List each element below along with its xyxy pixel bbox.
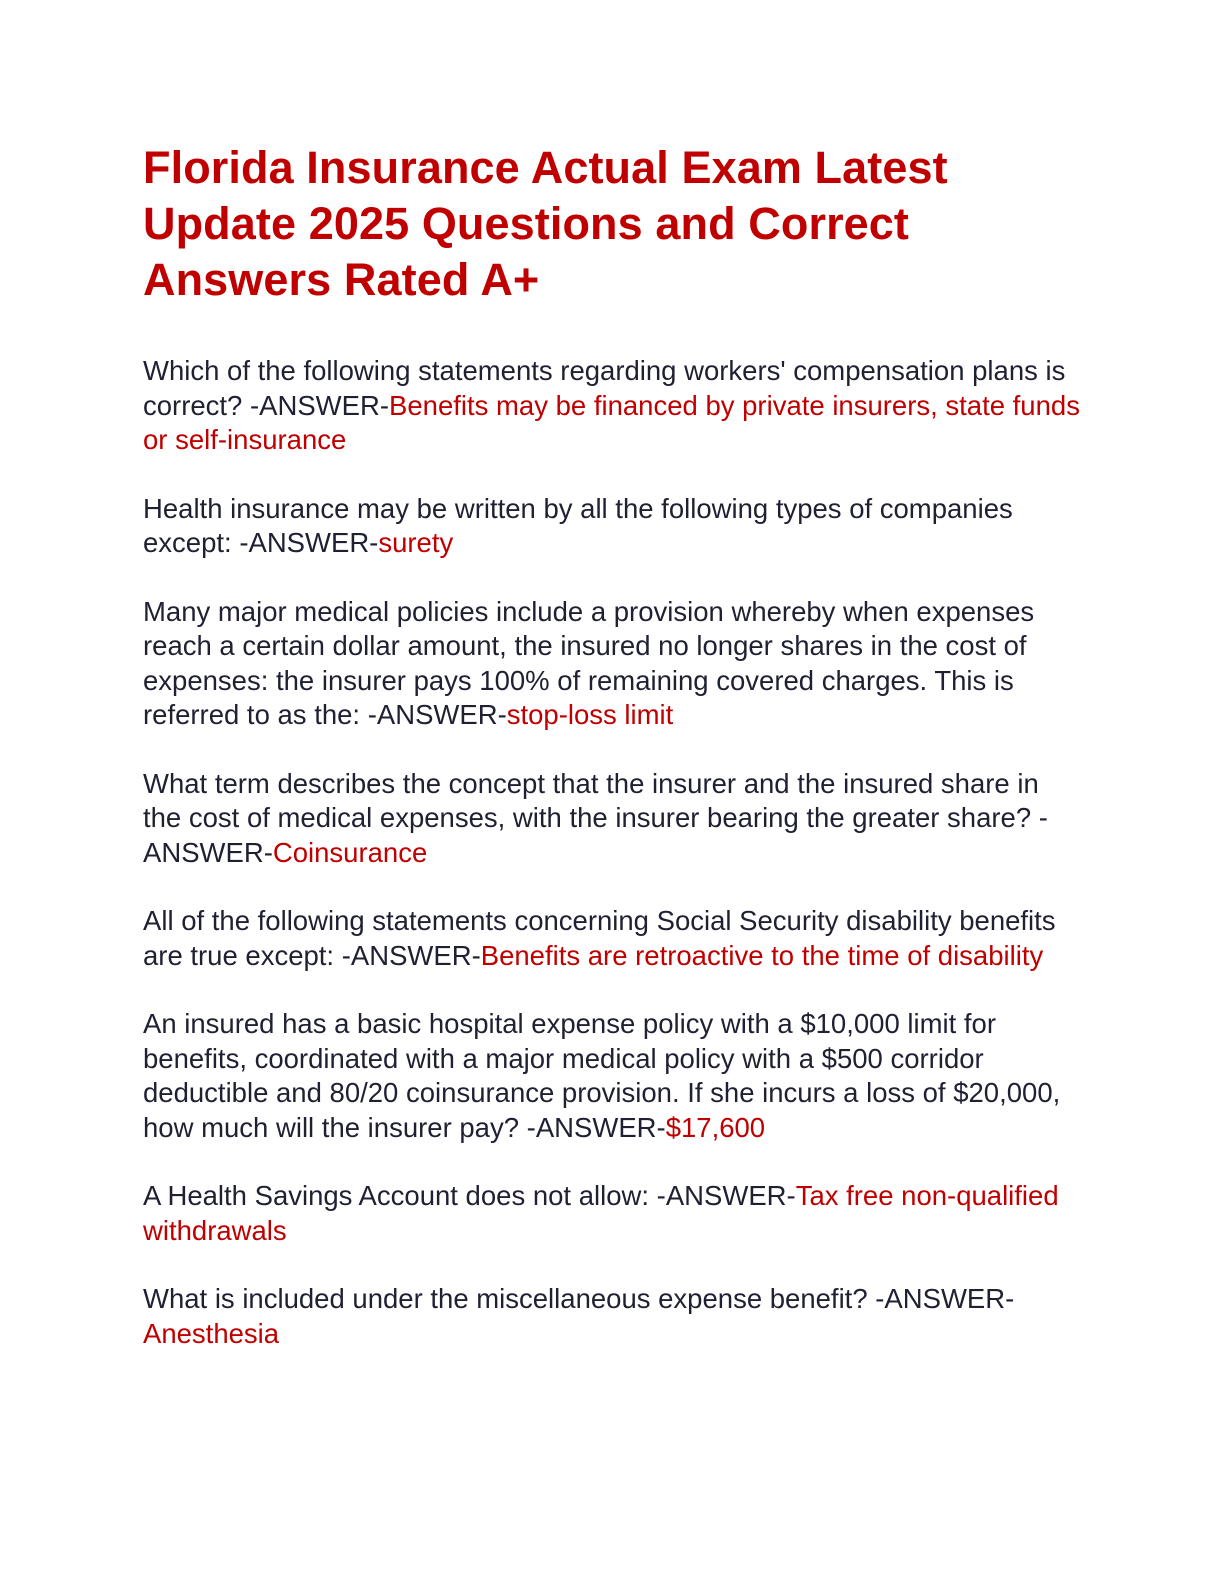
answer-marker: -ANSWER- — [239, 527, 379, 558]
qa-item-3 — [143, 595, 1083, 733]
answer-text: Benefits are retroactive to the time of disability — [480, 939, 1044, 971]
question-text: Health insurance may be written by all the following types of companies except: — [143, 492, 1013, 558]
answer-text: Anesthesia — [143, 1317, 280, 1349]
answer-text: Tax free non-qualified withdrawals — [143, 1180, 1059, 1246]
answer-marker: -ANSWER- — [249, 389, 390, 421]
document-title: Florida Insurance Actual Exam Latest Update 2025 Questions and Correct Answers Rated A+ — [143, 142, 948, 305]
qa-item-6 — [143, 1007, 1083, 1145]
qa-item-8 — [143, 1282, 1083, 1351]
question-text: Which of the following statements regarding workers' compensation plans is correct? — [143, 355, 1066, 421]
question-text: What term describes the concept that the insurer and the insured share in the cost of medical expenses, with the insurer bearing the greater share? — [143, 767, 1039, 833]
qa-item-1 — [143, 354, 1083, 458]
answer-text: surety — [378, 527, 454, 558]
answer-text: stop-loss limit — [506, 699, 674, 730]
question-text: What is included under the miscellaneous expense benefit? — [143, 1283, 868, 1314]
answer-marker: -ANSWER- — [656, 1180, 796, 1211]
answer-marker: -ANSWER- — [143, 802, 1048, 868]
answer-marker: -ANSWER- — [341, 939, 481, 971]
question-text: Many major medical policies include a provision whereby when expenses reach a certain dollar amount, the insured no longer shares in the cost of expenses: the insurer pays 100% of remaining covered charges. This is referred to as the: — [143, 595, 1035, 730]
qa-item-5 — [143, 904, 1083, 973]
document-page — [143, 140, 1083, 1385]
answer-text: Coinsurance — [272, 836, 428, 868]
answer-marker: -ANSWER- — [526, 1111, 666, 1143]
question-text: A Health Savings Account does not allow: — [143, 1180, 650, 1211]
answer-marker: -ANSWER- — [367, 699, 507, 730]
answer-text: Benefits may be financed by private insurers, state funds or self-insurance — [143, 389, 1080, 455]
qa-item-4 — [143, 767, 1083, 871]
answer-marker: -ANSWER- — [875, 1283, 1015, 1314]
answer-text: $17,600 — [665, 1111, 766, 1143]
question-text: An insured has a basic hospital expense policy with a $10,000 limit for benefits, coordinated with a major medical policy with a $500 corridor deductible and 80/20 coinsurance provision. If she incurs a loss of $20,000, how much will the insurer pay? — [143, 1008, 1061, 1143]
qa-item-2 — [143, 492, 1083, 561]
qa-item-7 — [143, 1179, 1083, 1248]
question-text: All of the following statements concerning Social Security disability benefits are true except: — [143, 905, 1056, 971]
